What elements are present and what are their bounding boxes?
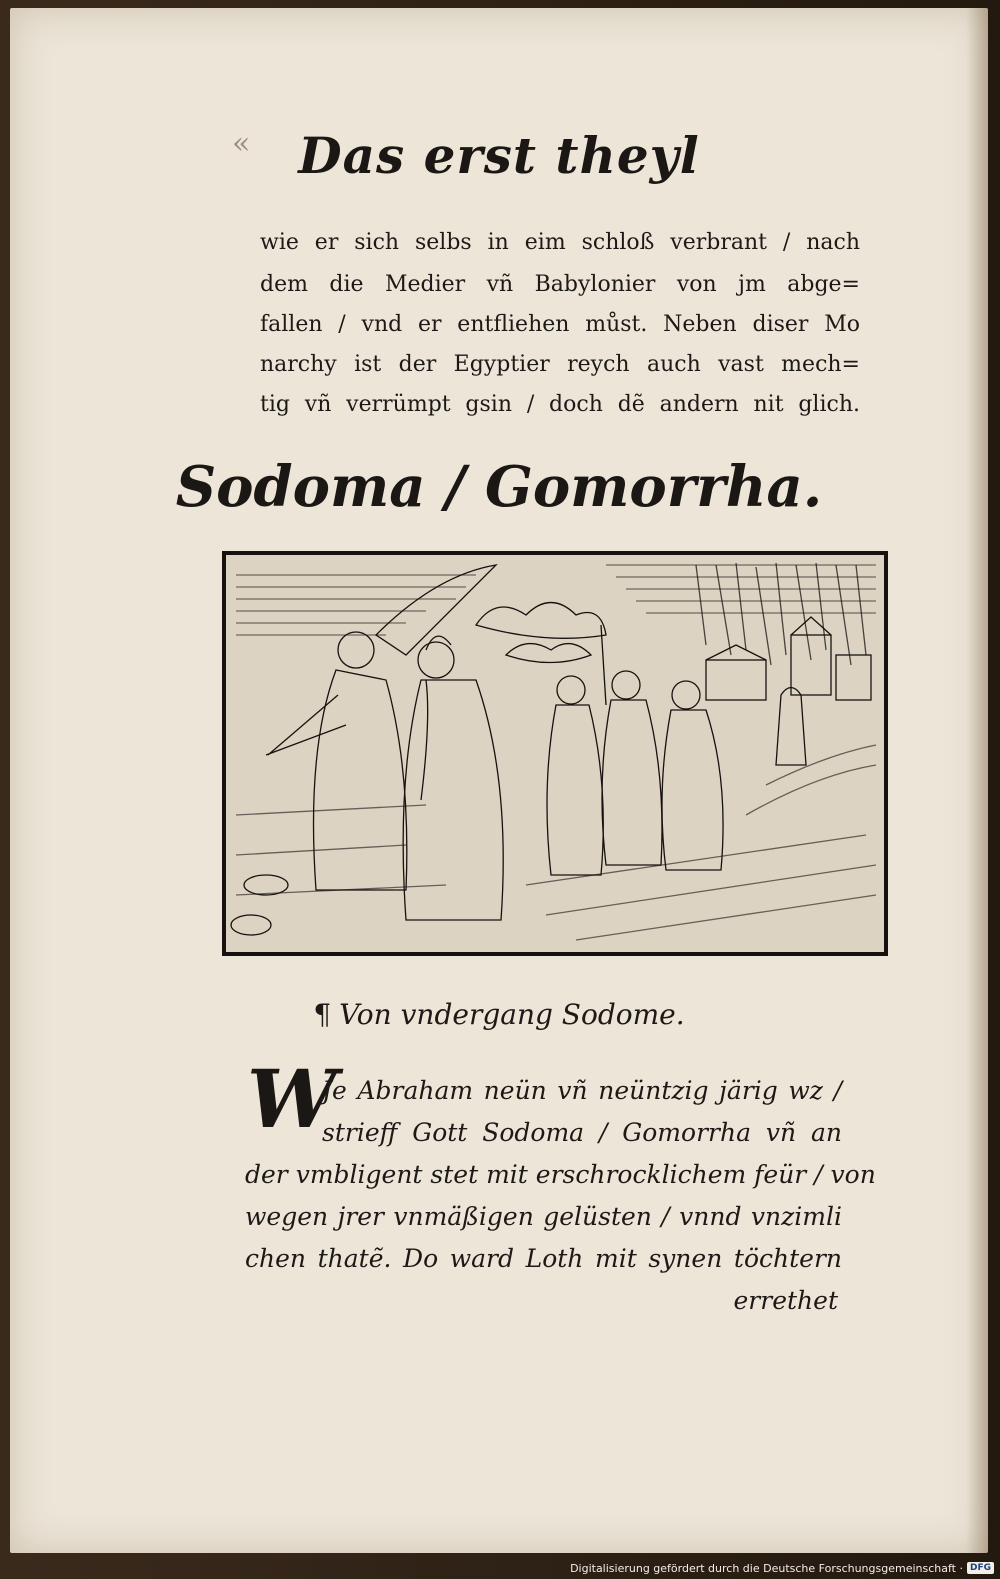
section-title: Sodoma / Gomorrha. [175, 454, 823, 520]
intro-line: narchy ist der Egyptier reych auch vast mech= [260, 352, 860, 377]
caption-text: Von vndergang Sodome. [339, 998, 685, 1031]
credit-text: Digitalisierung gefördert durch die Deutsche Forschungsgemeinschaft · [570, 1561, 963, 1575]
running-title: Das erst theyl [298, 126, 700, 185]
cloud [476, 603, 606, 639]
wife-figure [662, 681, 723, 870]
page-edge-shadow [966, 8, 988, 1553]
woodcut-illustration [222, 551, 888, 956]
paragraph-line: wegen jrer vnmäßigen gelüsten / vnnd vnzimli [245, 1202, 842, 1231]
digitization-credit [570, 1559, 994, 1577]
book-page [10, 8, 988, 1553]
stone [231, 915, 271, 935]
stone [244, 875, 288, 895]
paragraph-line: Je Abraham neün vñ neüntzig järig wz / [322, 1076, 842, 1105]
paragraph-line: strieff Gott Sodoma / Gomorrha vñ an [322, 1118, 842, 1147]
margin-mark: « [232, 126, 251, 161]
intro-line: dem die Medier vñ Babylonier von jm abge= [260, 272, 860, 297]
dfg-logo: DFG [967, 1562, 994, 1574]
ground-hatching [236, 745, 876, 940]
drop-capital: W [247, 1052, 337, 1146]
intro-line: tig vñ verrümpt gsin / doch dẽ andern nit glich. [260, 392, 860, 417]
paragraph-line: der vmbligent stet mit erschrocklichem feür / von [245, 1160, 876, 1189]
daughter-figure [547, 676, 603, 875]
fire-streaks [696, 563, 866, 665]
intro-line: fallen / vnd er entfliehen můst. Neben diser Mo [260, 312, 860, 337]
illustration-caption [10, 998, 988, 1031]
catchword: errethet [733, 1286, 838, 1315]
intro-line: wie er sich selbs in eim schloß verbrant / nach [260, 230, 860, 255]
pilcrow-mark: ¶ [313, 998, 332, 1031]
lot-figure [403, 636, 503, 920]
woodcut-drawing [226, 555, 884, 952]
daughter-figure [601, 625, 662, 865]
pillar-of-salt [776, 688, 806, 766]
cloud [506, 644, 591, 663]
paragraph-line: chen thatẽ. Do ward Loth mit synen töchtern [245, 1244, 842, 1273]
angel-figure [266, 565, 496, 890]
